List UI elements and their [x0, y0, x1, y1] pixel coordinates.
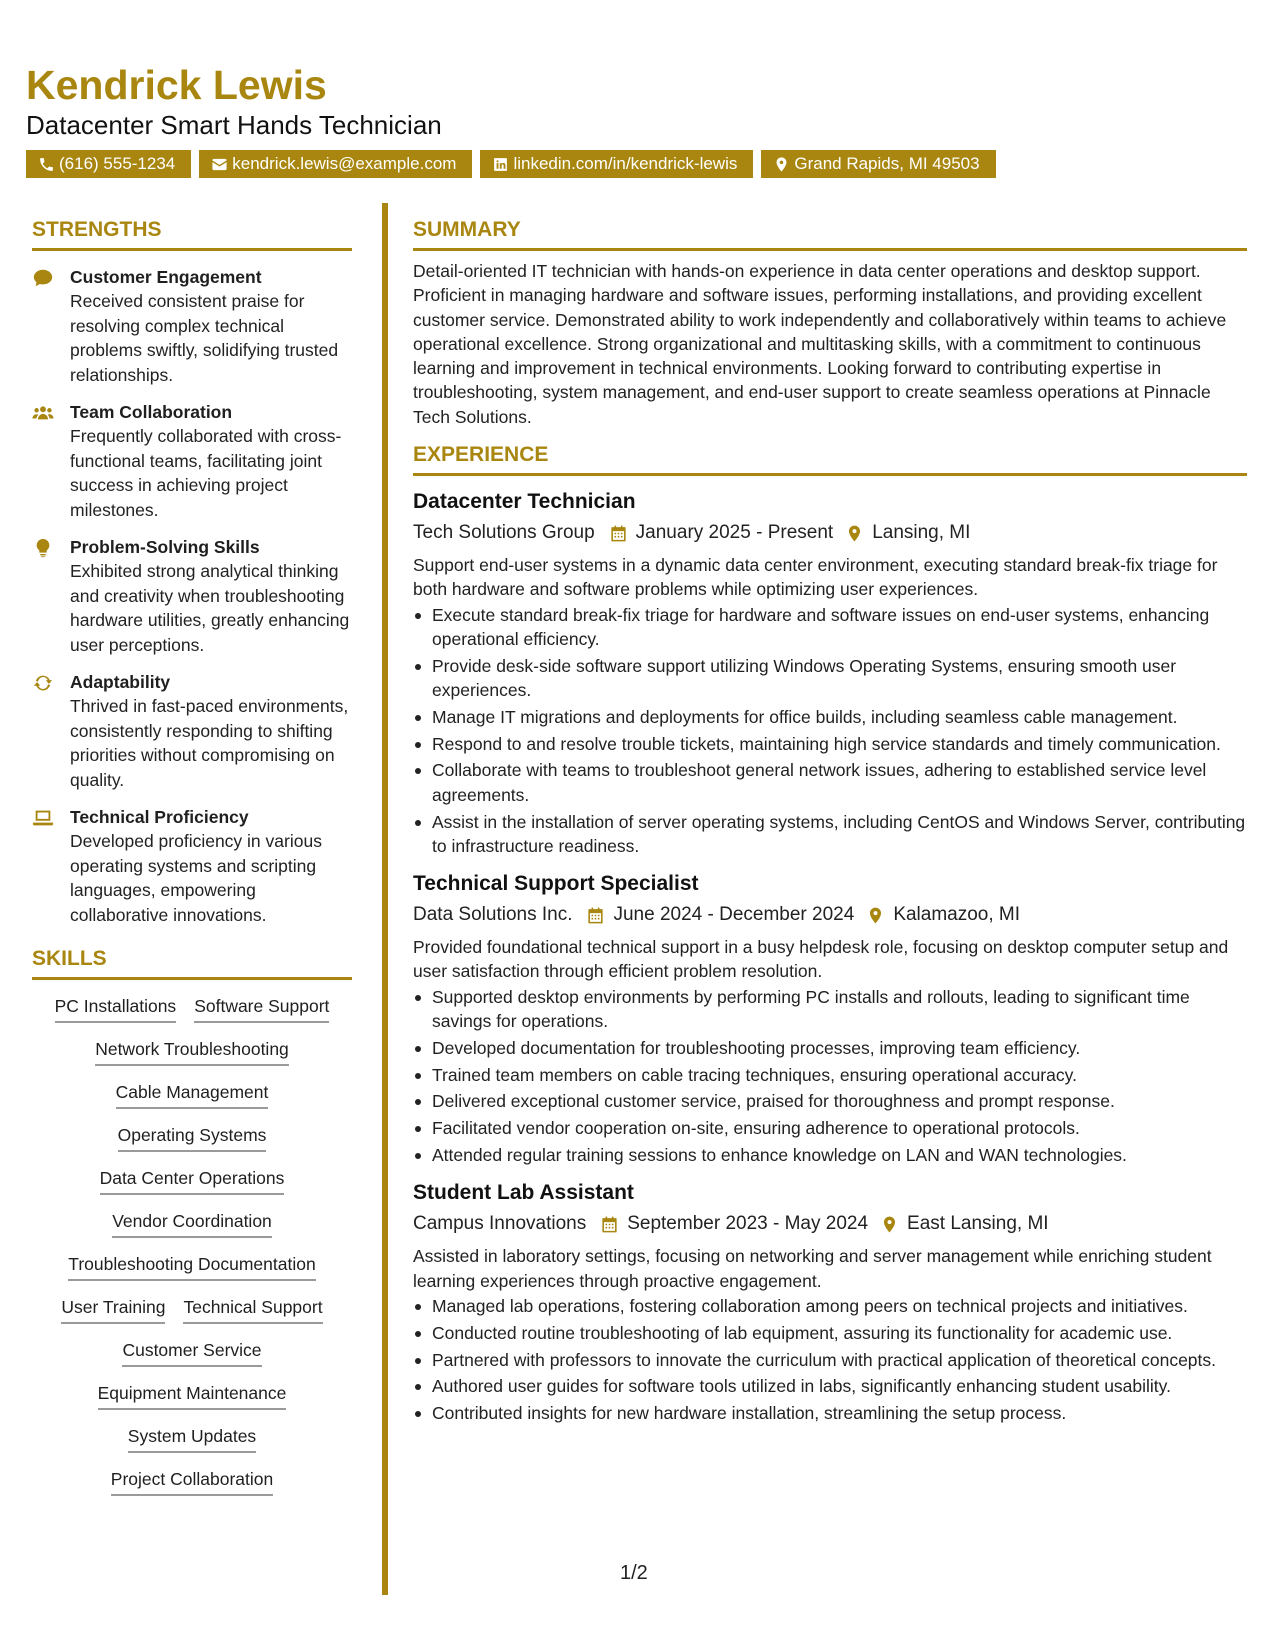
- skill-tag: Technical Support: [183, 1295, 322, 1324]
- resume-header: [26, 62, 1249, 178]
- contact-email[interactable]: [199, 150, 472, 178]
- column-divider: [382, 203, 388, 1595]
- job-bullet: Collaborate with teams to troubleshoot general network issues, adhering to established service level agreements.: [413, 758, 1247, 807]
- job-location: Lansing, MI: [872, 522, 971, 544]
- contact-bar: [26, 150, 1249, 178]
- contact-linkedin[interactable]: [480, 150, 753, 178]
- job-dates: January 2025 - Present: [635, 522, 834, 544]
- job-role: Datacenter Technician: [413, 490, 636, 514]
- job-bullet: Attended regular training sessions to enhance knowledge on LAN and WAN technologies.: [413, 1143, 1247, 1167]
- job-entry: [413, 1179, 1247, 1425]
- job-bullet: Developed documentation for troubleshooting processes, improving team efficiency.: [413, 1036, 1247, 1060]
- job-bullets: [413, 603, 1247, 858]
- skills-heading: SKILLS: [32, 945, 352, 980]
- map-pin-icon: [880, 1215, 899, 1234]
- summary-text: Detail-oriented IT technician with hands-on experience in data center operations and desktop support. Proficient in managing hardware and software issues, performing installations, and providing excellent customer service. Demonstrated ability to work independently and collaboratively within teams to achieve operational excellence. Strong organizational and multitasking skills, with a commitment to continuous learning and improvement in technical environments. Looking forward to contributing expertise in troubleshooting, system management, and end-user support to create seamless operations at Pinnacle Tech Solutions.: [413, 261, 1227, 427]
- strengths-heading: STRENGTHS: [32, 216, 352, 251]
- job-company: Campus Innovations: [413, 1213, 587, 1235]
- job-description: Assisted in laboratory settings, focusing on networking and server management while enriching student learning experiences through proactive engagement.: [413, 1246, 1212, 1291]
- skills-list: [32, 994, 352, 1496]
- job-bullet: Facilitated vendor cooperation on-site, ensuring adherence to operational protocols.: [413, 1116, 1247, 1140]
- right-column: [413, 216, 1247, 1428]
- job-company: Data Solutions Inc.: [413, 904, 573, 926]
- strength-description: Developed proficiency in various operating systems and scripting languages, empowering collaborative innovations.: [70, 831, 322, 925]
- job-bullets: [413, 1294, 1247, 1425]
- job-bullets: [413, 985, 1247, 1168]
- job-bullet: Manage IT migrations and deployments for office builds, including seamless cable management.: [413, 705, 1247, 729]
- skill-tag: Data Center Operations: [100, 1166, 285, 1195]
- job-meta: [413, 901, 1247, 929]
- job-role: Technical Support Specialist: [413, 872, 699, 896]
- skill-tag: Equipment Maintenance: [98, 1381, 287, 1410]
- job-role: Student Lab Assistant: [413, 1181, 634, 1205]
- strength-description: Frequently collaborated with cross-functional teams, facilitating joint success in achieving project milestones.: [70, 426, 342, 520]
- contact-email-text: kendrick.lewis@example.com: [232, 154, 457, 173]
- strength-title: Technical Proficiency: [70, 807, 249, 827]
- job-bullet: Contributed insights for new hardware installation, streamlining the setup process.: [413, 1401, 1247, 1425]
- job-bullet: Authored user guides for software tools utilized in labs, significantly enhancing student usability.: [413, 1374, 1247, 1398]
- skill-tag: Troubleshooting Documentation: [68, 1252, 315, 1281]
- skill-tag: Project Collaboration: [111, 1467, 273, 1496]
- job-location: Kalamazoo, MI: [893, 904, 1021, 926]
- contact-phone[interactable]: [26, 150, 191, 178]
- skill-tag: User Training: [61, 1295, 165, 1324]
- linkedin-icon: [492, 156, 509, 173]
- strength-description: Exhibited strong analytical thinking and creativity when troubleshooting hardware utilities, greatly enhancing user perceptions.: [70, 561, 350, 655]
- map-pin-icon: [845, 524, 864, 543]
- calendar-icon: [586, 906, 605, 925]
- job-bullet: Respond to and resolve trouble tickets, maintaining high service standards and timely communication.: [413, 732, 1247, 756]
- calendar-icon: [600, 1215, 619, 1234]
- strength-description: Received consistent praise for resolving complex technical problems swiftly, solidifying trusted relationships.: [70, 291, 339, 385]
- job-meta: [413, 519, 1247, 547]
- strengths-list: [32, 265, 352, 927]
- job-bullet: Conducted routine troubleshooting of lab equipment, assuring its functionality for academic use.: [413, 1321, 1247, 1345]
- speech-bubble-icon: [32, 267, 54, 289]
- users-icon: [32, 402, 54, 424]
- job-description: Provided foundational technical support in a busy helpdesk role, focusing on desktop computer setup and user satisfaction through efficient problem resolution.: [413, 937, 1229, 982]
- skill-tag: Network Troubleshooting: [95, 1037, 289, 1066]
- contact-phone-text: (616) 555-1234: [59, 154, 176, 173]
- strength-item: [32, 805, 352, 927]
- skill-tag: PC Installations: [55, 994, 177, 1023]
- job-bullet: Assist in the installation of server operating systems, including CentOS and Windows Server, contributing to infrastructure readiness.: [413, 810, 1247, 859]
- job-bullet: Partnered with professors to innovate the curriculum with practical application of theoretical concepts.: [413, 1348, 1247, 1372]
- job-bullet: Execute standard break-fix triage for hardware and software issues on end-user systems, enhancing operational efficiency.: [413, 603, 1247, 652]
- map-pin-icon: [866, 906, 885, 925]
- laptop-icon: [32, 807, 54, 829]
- job-description: Support end-user systems in a dynamic data center environment, executing standard break-fix triage for both hardware and software problems while optimizing user experiences.: [413, 555, 1218, 600]
- page-number: 1/2: [620, 1562, 648, 1584]
- candidate-title: Datacenter Smart Hands Technician: [26, 110, 442, 140]
- job-dates: September 2023 - May 2024: [627, 1213, 869, 1235]
- job-location: East Lansing, MI: [907, 1213, 1049, 1235]
- skill-tag: Software Support: [194, 994, 329, 1023]
- contact-location-text: Grand Rapids, MI 49503: [794, 154, 980, 173]
- skill-tag: Customer Service: [122, 1338, 261, 1367]
- skill-tag: Vendor Coordination: [112, 1209, 272, 1238]
- phone-icon: [38, 156, 55, 173]
- skill-tag: Cable Management: [116, 1080, 269, 1109]
- lightbulb-icon: [32, 537, 54, 559]
- job-bullet: Managed lab operations, fostering collaboration among peers on technical projects and initiatives.: [413, 1294, 1247, 1318]
- strength-title: Adaptability: [70, 672, 171, 692]
- job-dates: June 2024 - December 2024: [613, 904, 855, 926]
- summary-heading: SUMMARY: [413, 216, 1247, 251]
- job-entry: [413, 870, 1247, 1167]
- strength-item: [32, 535, 352, 657]
- skill-tag: Operating Systems: [118, 1123, 267, 1152]
- strength-title: Problem-Solving Skills: [70, 537, 260, 557]
- candidate-name: Kendrick Lewis: [26, 62, 327, 108]
- sync-icon: [32, 672, 54, 694]
- strength-description: Thrived in fast-paced environments, consistently responding to shifting priorities without compromising on quality.: [70, 696, 349, 790]
- job-bullet: Provide desk-side software support utilizing Windows Operating Systems, ensuring smooth user experiences.: [413, 654, 1247, 703]
- strength-item: [32, 400, 352, 522]
- strength-item: [32, 670, 352, 792]
- skill-tag: System Updates: [128, 1424, 256, 1453]
- contact-linkedin-text: linkedin.com/in/kendrick-lewis: [513, 154, 738, 173]
- job-meta: [413, 1210, 1247, 1238]
- left-column: [32, 216, 352, 1496]
- strength-title: Customer Engagement: [70, 267, 262, 287]
- strength-title: Team Collaboration: [70, 402, 233, 422]
- job-bullet: Delivered exceptional customer service, praised for thoroughness and prompt response.: [413, 1089, 1247, 1113]
- calendar-icon: [609, 524, 628, 543]
- envelope-icon: [211, 156, 228, 173]
- contact-location: [761, 150, 995, 178]
- job-entry: [413, 488, 1247, 858]
- job-bullet: Supported desktop environments by performing PC installs and rollouts, leading to significant time savings for operations.: [413, 985, 1247, 1034]
- job-bullet: Trained team members on cable tracing techniques, ensuring operational accuracy.: [413, 1063, 1247, 1087]
- map-pin-icon: [773, 156, 790, 173]
- experience-heading: EXPERIENCE: [413, 441, 1247, 476]
- job-company: Tech Solutions Group: [413, 522, 595, 544]
- strength-item: [32, 265, 352, 387]
